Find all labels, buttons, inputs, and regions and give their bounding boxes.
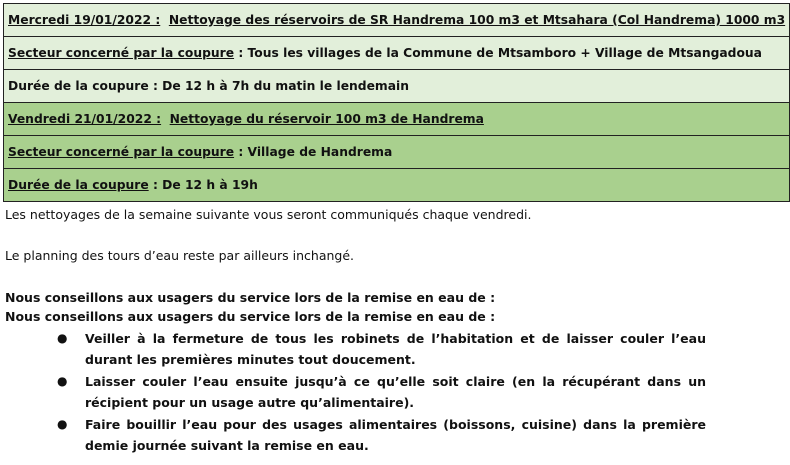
duration-text: Durée de la coupure : De 12 h à 7h du matin le lendemain xyxy=(8,79,410,93)
list-item xyxy=(0,328,706,370)
table-row xyxy=(4,103,790,136)
advice-list xyxy=(0,328,706,457)
bullet-icon: ● xyxy=(57,417,68,431)
notice-cell xyxy=(4,169,790,202)
bullet-icon: ● xyxy=(57,331,68,345)
info-paragraph: Les nettoyages de la semaine suivante vous seront communiqués chaque vendredi. xyxy=(5,207,532,222)
notice-cell xyxy=(4,4,790,37)
table-row xyxy=(4,37,790,70)
notice-date: Mercredi 19/01/2022 : xyxy=(8,13,161,27)
sector-label: Secteur concerné par la coupure xyxy=(8,46,235,60)
sector-value: : Tous les villages de la Commune de Mtsamboro + Village de Mtsangadoua xyxy=(234,46,762,60)
advice-heading: Nous conseillons aux usagers du service lors de la remise en eau de : xyxy=(5,290,496,305)
water-cut-notice-table xyxy=(3,3,790,202)
notice-date: Vendredi 21/01/2022 : xyxy=(8,112,162,126)
notice-cell xyxy=(4,136,790,169)
bullet-icon: ● xyxy=(57,374,68,388)
list-item-text: Faire bouillir l’eau pour des usages alimentaires (boissons, cuisine) dans la première demie journée suivant la remise en eau. xyxy=(85,417,706,453)
table-row xyxy=(4,4,790,37)
sector-value: : Village de Handrema xyxy=(234,145,393,159)
notice-work: Nettoyage des réservoirs de SR Handrema 100 m3 et Mtsahara (Col Handrema) 1000 m3 xyxy=(168,13,786,27)
notice-cell xyxy=(4,103,790,136)
table-row xyxy=(4,169,790,202)
sector-label: Secteur concerné par la coupure xyxy=(8,145,235,159)
notice-cell xyxy=(4,37,790,70)
list-item-text: Veiller à la fermeture de tous les robinets de l’habitation et de laisser couler l’eau durant les premières minutes tout doucement. xyxy=(85,331,706,367)
table-row xyxy=(4,70,790,103)
notice-cell xyxy=(4,70,790,103)
duration-value: : De 12 h à 19h xyxy=(148,178,258,192)
list-item xyxy=(0,371,706,413)
list-item xyxy=(0,414,706,456)
info-paragraph: Le planning des tours d’eau reste par ailleurs inchangé. xyxy=(5,248,355,263)
list-item-text: Laisser couler l’eau ensuite jusqu’à ce qu’elle soit claire (en la récupérant dans un récipient pour un usage autre qu’alimentaire). xyxy=(85,374,706,410)
duration-label: Durée de la coupure xyxy=(8,178,149,192)
advice-heading: Nous conseillons aux usagers du service lors de la remise en eau de : xyxy=(5,309,496,324)
notice-work: Nettoyage du réservoir 100 m3 de Handrema xyxy=(169,112,484,126)
table-row xyxy=(4,136,790,169)
